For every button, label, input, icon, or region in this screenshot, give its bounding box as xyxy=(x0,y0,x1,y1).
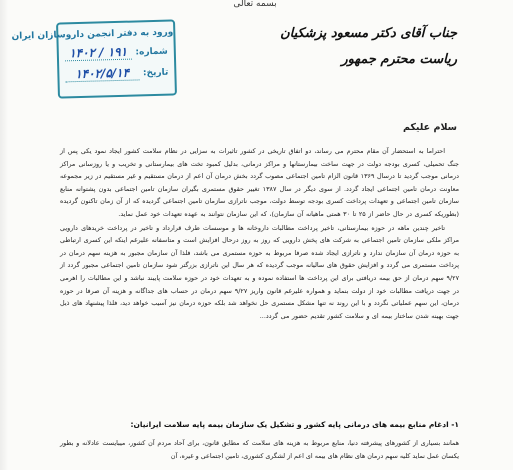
section-heading xyxy=(131,420,460,429)
scan-edge-shadow xyxy=(0,0,8,470)
letterhead-fragment: بسمه تعالی xyxy=(233,0,277,8)
section-title: ادغام منابع بیمه های درمانی پایه کشور و تشکیل یک سازمان بیمه پایه سلامت ایرانیان: xyxy=(130,420,449,429)
stamp-date-value: ۱۴۰۲/۵/۱۴ xyxy=(65,65,139,82)
letter-body xyxy=(60,145,459,323)
stamp-number-value: ۱۹۱ / ۱۴۰۲ xyxy=(65,45,132,62)
registration-stamp xyxy=(11,19,177,98)
addressee-title: ریاست محترم جمهور xyxy=(341,52,457,67)
stamp-date-label: تاریخ: xyxy=(142,67,169,78)
section-body: همانند بسیاری از کشورهای پیشرفته دنیا، منابع مربوط به هزینه های سلامت که مطابق قانون، برای آحاد مردم آن کشور، میبایست عادلانه و بطور یکسان عمل نماید کلیه سهم درمان های نظام های بیمه ای اعم از لشگری کشوری، تامین اجتماعی و غیره، آن xyxy=(60,439,459,460)
stamp-number-label: شماره: xyxy=(135,46,168,57)
stamp-title: ورود به دفتر انجمن داروسازان ایران xyxy=(11,27,174,42)
paragraph: تاخیر چندین ماهه در حوزه بیمارستانی، تاخیر پرداخت مطالبات داروخانه ها و موسسات طرف قرارداد و تاخیر در پرداخت خریدهای دارویی مراکز ملکی سازمان تامین اجتماعی به شرکت های پخش دارویی که روز به روز درحال افزایش است و متاسفانه علیرغم اینکه این کسری ارتباطی به حوزه درمان آن سازمان ندارد و ناترازی ایجاد شده صرفا مربوط به حوزه مستمری می باشد، فلذا آن سازمان مجبور به هزینه سهم درمان در پرداخت مستمری می گردد و افزایش حقوق های سالیانه موجب گردیده که هر سال این ناترازی بزرگتر شود سازمان تامین اجتماعی مجبور گردد از ۹/۲۷ سهم درمان از حق بیمه دریافتی برای این پرداخت ها استفاده نموده و به تعهدات خود در حوزه سلامت پایبند نباشد و این مطالبات را اهرمی در جهت دریافت مطالبات خود از دولت بنماید و همواره علیرغم قانون واریز ۹/۲۷ سهم درمان در حساب های جداگانه و هزینه آن صرفا در حوزه درمان، این سهم عملیاتی نگردد و با این روند نه تنها مشکل مستمری حل نخواهد شد بلکه حوزه درمان نیز آسیب خواهد دید، فلذا پیشنهاد های ذیل جهت بهینه شدن ساختار بیمه ای و سلامت کشور تقدیم حضور می گردد... xyxy=(60,223,459,320)
addressee-name: جناب آقای دکتر مسعود پزشکیان xyxy=(280,26,457,41)
section-number: ۱- xyxy=(451,420,459,429)
stamp-date-row xyxy=(59,64,174,82)
paragraph: احتراما به استحضار آن مقام محترم می رساند، دو اتفاق تاریخی در کشور تاثیرات به سزایی در نظام سلامت کشور ایجاد نمود یکی پس از جنگ تحمیلی، کسری بودجه دولت در جهت ساخت بیمارستانها و مراکز درمانی، بدلیل کمبود تخت های بیمارستانی و تخریب و یا روزسانی مراکز درمانی موجب گردید تا درسال ۱۳۶۹ قانون الزام تامین اجتماعی مصوب گردد بخش درمان آن اعم از درمان مستقیم و غیر مستقیم در زیر مجموعه معاونت درمان تامین اجتماعی ایجاد گردد. از سوی دیگر در سال ۱۳۸۷ تغییر حقوق مستمری بگیران سازمان تامین اجتماعی بدون پشتوانه منابع سازمان تامین اجتماعی و تعهدات پرداخت کسری بودجه توسط دولت، موجب ناترازی سازمان تامین اجتماعی گردیده که از آن زمان تاکنون گردیده (بطوریکه کسری در حال حاضر از ۲۵ تا ۳۰ همتی ماهیانه آن سازمان)، که این سازمان نتوانند به عهده تعهدات خود عمل نماید. xyxy=(60,147,459,218)
stamp-number-row xyxy=(59,43,174,61)
greeting: سلام علیکم xyxy=(402,122,457,133)
